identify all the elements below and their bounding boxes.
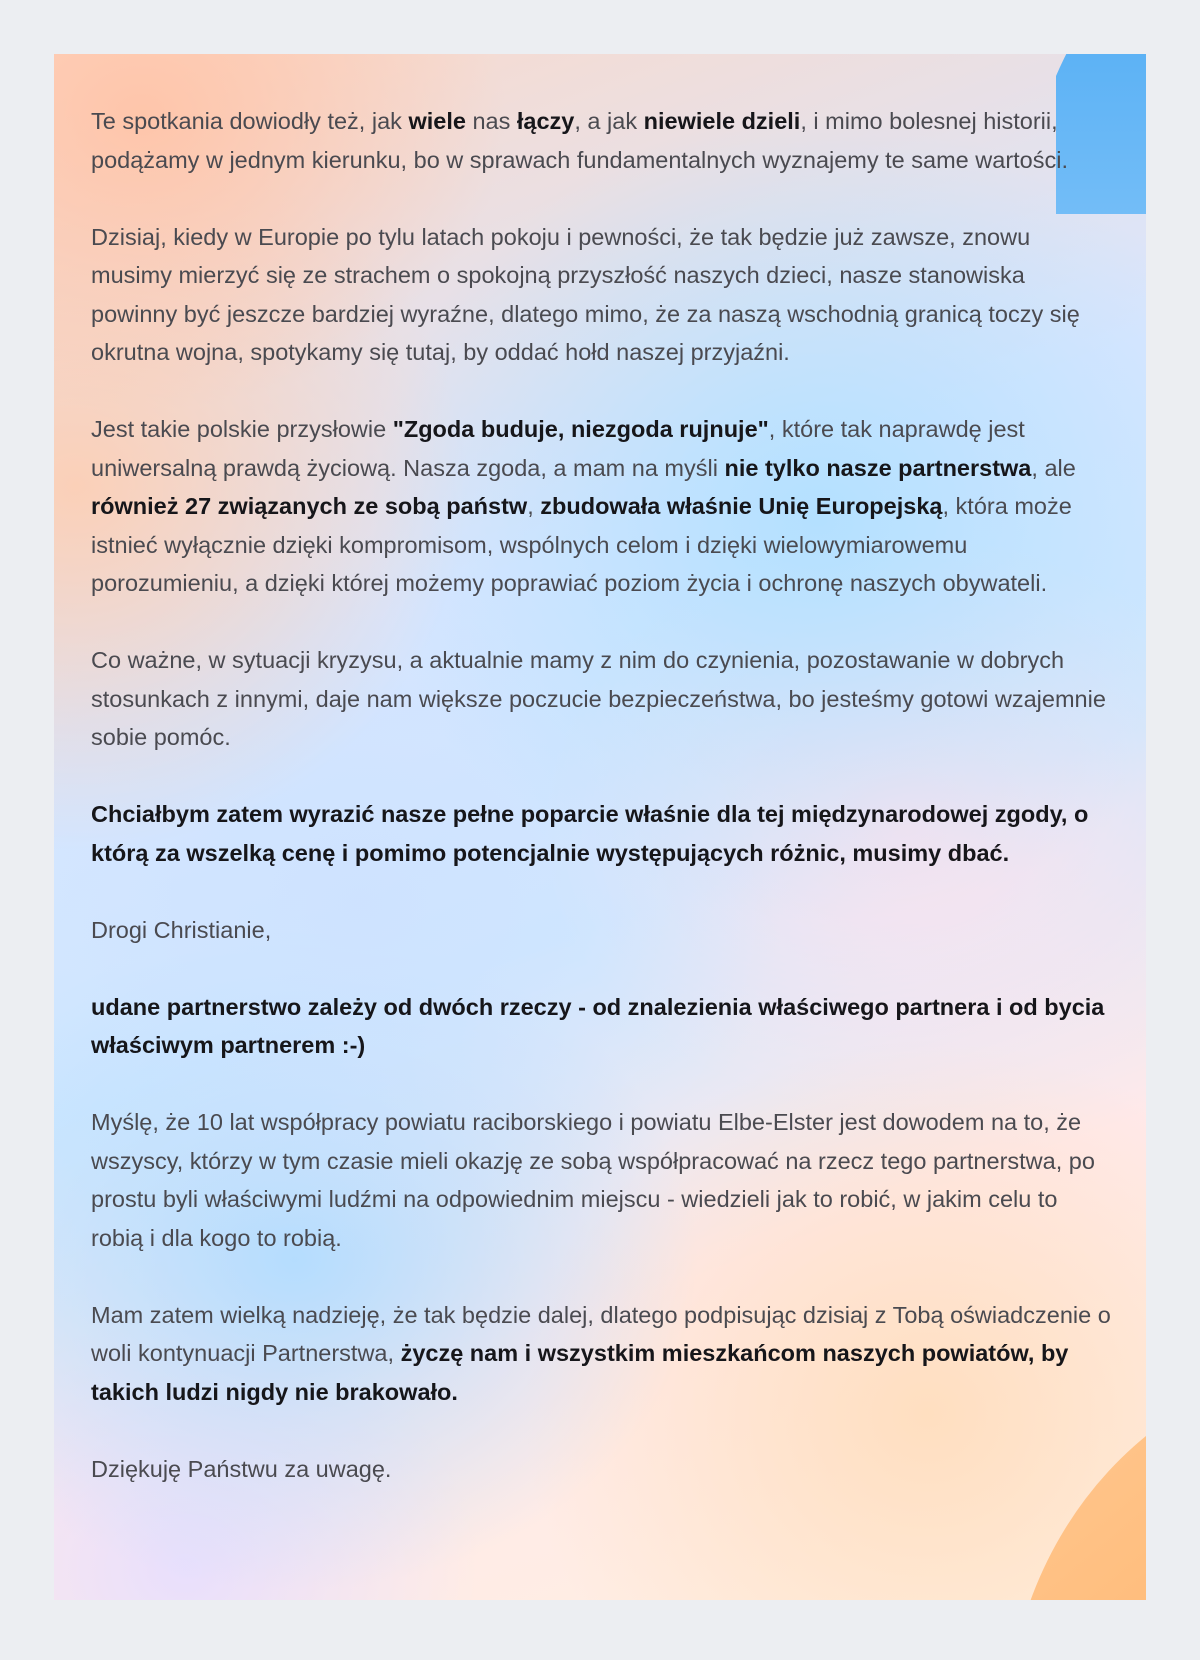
text-run-bold: nie tylko nasze partnerstwa [724, 454, 1032, 481]
paragraph [91, 410, 1111, 603]
text-run-bold: wiele [408, 108, 466, 134]
text-run: Jest takie polskie przysłowie [91, 416, 393, 442]
text-run: , a jak [574, 108, 644, 134]
text-run: nas [465, 108, 517, 134]
paragraph-bold [91, 988, 1111, 1065]
text-run: , [527, 493, 541, 519]
text-run: , która może istnieć wyłącznie dzięki kompromisom, wspólnych celom i dzięki wielowymiarowemu porozumieniu, a dzięki której możemy poprawiać poziom życia i ochronę naszych obywateli. [91, 493, 1072, 596]
paragraph [91, 102, 1111, 179]
document-body [91, 102, 1111, 1527]
text-run: Dzisiaj, kiedy w Europie po tylu latach pokoju i pewności, że tak będzie już zawsze, znowu musimy mierzyć się ze strachem o spokojną przyszłość naszych dzieci, nasze stanowiska powinny być jeszcze bardziej wyraźne, dlatego mimo, że za naszą wschodnią granicą toczy się okrutna wojna, spotykamy się tutaj, by oddać hołd naszej przyjaźni. [91, 223, 1080, 365]
paragraph [91, 1103, 1111, 1257]
text-run-bold: niewiele dzieli [643, 108, 801, 134]
text-run: , i mimo bolesnej historii, podążamy w jednym kierunku, bo w sprawach fundamentalnych wyznajemy te same wartości. [91, 108, 1068, 173]
document-page [54, 54, 1146, 1600]
paragraph-bold [91, 795, 1111, 872]
text-run: Drogi Christianie, [91, 916, 272, 943]
closing-line [91, 1450, 1111, 1489]
text-run-bold: "Zgoda buduje, niezgoda rujnuje" [392, 416, 769, 442]
text-run: Te spotkania dowiodły też, jak [91, 108, 409, 134]
text-run-bold: Chciałbym zatem wyrazić nasze pełne poparcie właśnie dla tej międzynarodowej zgody, o którą za wszelką cenę i pomimo potencjalnie występujących różnic, musimy dbać. [91, 801, 1089, 866]
text-run-bold: łączy [516, 108, 575, 134]
text-run: Co ważne, w sytuacji kryzysu, a aktualnie mamy z nim do czynienia, pozostawanie w dobrych stosunkach z innymi, daje nam większe poczucie bezpieczeństwa, bo jesteśmy gotowi wzajemnie sobie pomóc. [91, 647, 1106, 750]
paragraph [91, 641, 1111, 757]
text-run-bold: zbudowała właśnie Unię Europejską [540, 493, 943, 519]
text-run-bold: również 27 związanych ze sobą państw [91, 493, 528, 519]
salutation [91, 911, 1111, 950]
text-run: , które tak naprawdę jest uniwersalną prawdą życiową. Nasza zgoda, a mam na myśli [91, 416, 1025, 481]
text-run: Myślę, że 10 lat współpracy powiatu raciborskiego i powiatu Elbe-Elster jest dowodem na to, że wszyscy, którzy w tym czasie mieli okazję ze sobą współpracować na rzecz tego partnerstwa, po prostu byli właściwymi ludźmi na odpowiednim miejscu - wiedzieli jak to robić, w jakim celu to robią i dla kogo to robią. [91, 1109, 1095, 1251]
text-run-bold: życzę nam i wszystkim mieszkańcom naszych powiatów, by takich ludzi nigdy nie brakowało. [91, 1340, 1069, 1405]
text-run: Mam zatem wielką nadzieję, że tak będzie dalej, dlatego podpisując dzisiaj z Tobą oświadczenie o woli kontynuacji Partnerstwa, [91, 1301, 1111, 1366]
text-run-bold: udane partnerstwo zależy od dwóch rzeczy - od znalezienia właściwego partnera i od bycia właściwym partnerem :-) [91, 993, 1105, 1058]
text-run: Dziękuję Państwu za uwagę. [91, 1455, 392, 1482]
paragraph [91, 1296, 1111, 1412]
paragraph [91, 218, 1111, 372]
text-run: , ale [1031, 454, 1076, 481]
